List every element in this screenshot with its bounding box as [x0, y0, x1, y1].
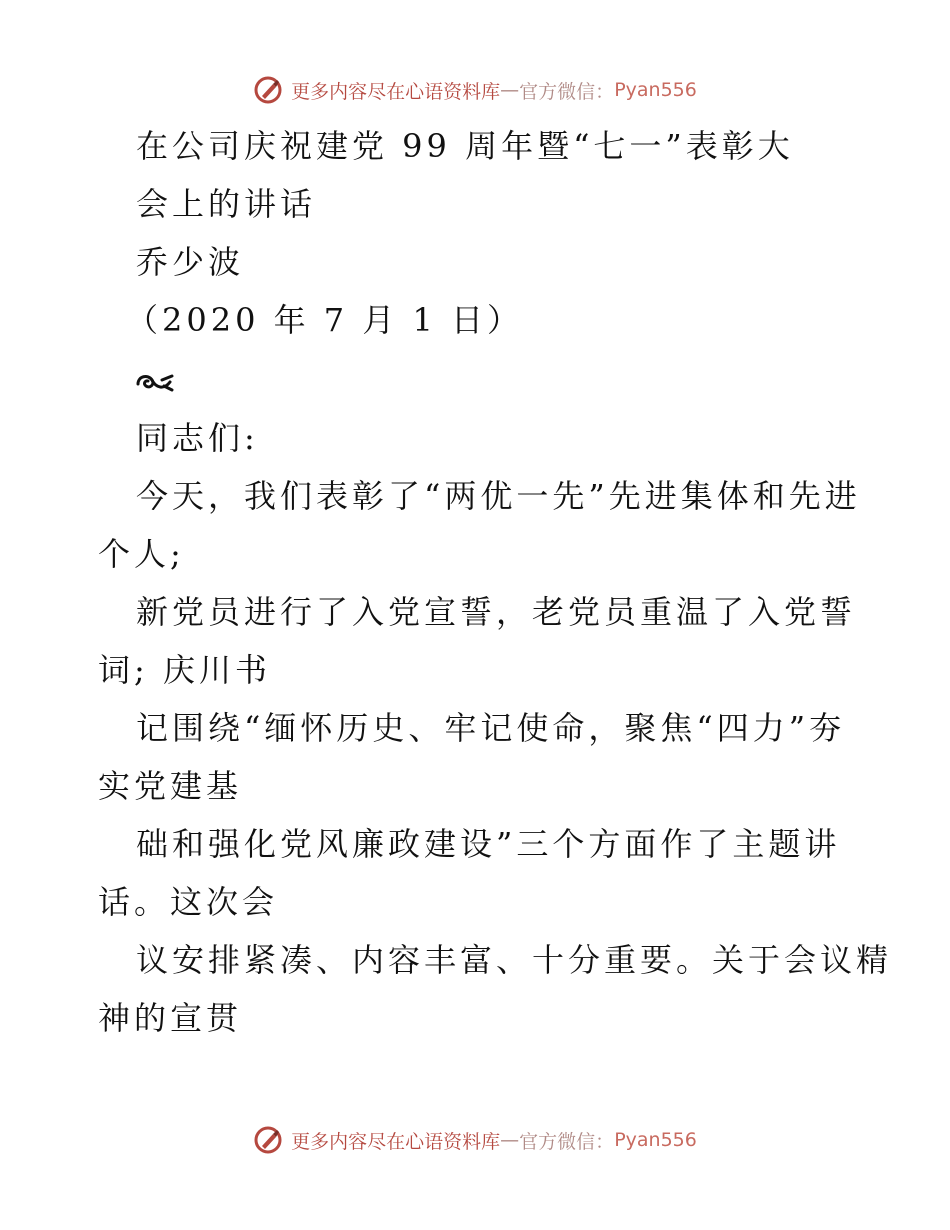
body-line: 词; 庆川书	[98, 651, 271, 689]
body-line: 话。这次会	[98, 883, 279, 921]
body-line: 实党建基	[98, 767, 243, 805]
footer-banner	[0, 1120, 950, 1160]
wechat-label: 官方微信：	[519, 80, 615, 103]
separator: —	[500, 1129, 520, 1151]
body-line: 础和强化党风廉政建设”三个方面作了主题讲	[136, 825, 841, 863]
body-line: 神的宣贯	[98, 999, 243, 1037]
site-text: 更多内容尽在心语资料库	[291, 80, 501, 103]
separator: —	[500, 79, 520, 101]
site-text: 更多内容尽在心语资料库	[291, 1130, 501, 1153]
body-line: 议安排紧凑、内容丰富、十分重要。关于会议精	[136, 941, 893, 979]
body-line: 新党员进行了入党宣誓，老党员重温了入党誓	[136, 593, 857, 631]
salutation: 同志们:	[136, 419, 259, 457]
wechat-id: Pyan556	[614, 1129, 697, 1151]
author: 乔少波	[136, 243, 245, 281]
wechat-label: 官方微信：	[519, 1130, 615, 1153]
pen-circle-logo-icon	[253, 75, 283, 105]
pen-circle-logo-icon	[253, 1125, 283, 1155]
date: （2020 年 7 月 1 日）	[126, 301, 524, 339]
body-line: 今天，我们表彰了“两优一先”先进集体和先进	[136, 477, 861, 515]
wechat-id: Pyan556	[614, 79, 697, 101]
title-line-2: 会上的讲话	[136, 185, 317, 223]
body-line: 个人;	[98, 535, 185, 573]
title-line-1: 在公司庆祝建党 99 周年暨“七一”表彰大	[136, 127, 794, 165]
fleuron-ornament-icon	[136, 372, 174, 394]
header-banner	[0, 70, 950, 110]
body-line: 记围绕“缅怀历史、牢记使命，聚焦“四力”夯	[136, 709, 846, 747]
